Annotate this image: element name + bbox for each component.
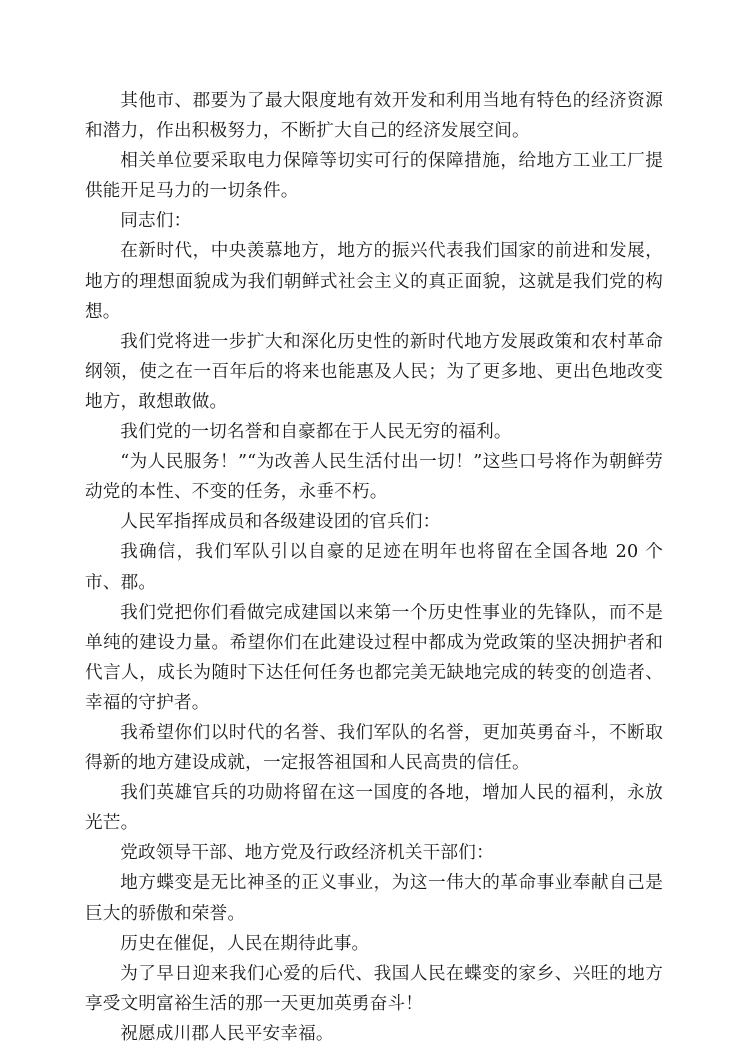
paragraph: 同志们： xyxy=(120,211,192,232)
paragraph: 为了早日迎来我们心爱的后代、我国人民在蝶变的家乡、兴旺的地方享受文明富裕生活的那一天更加英勇奋斗！ xyxy=(85,963,663,1014)
paragraph: 历史在催促，人民在期待此事。 xyxy=(120,933,370,954)
paragraph: 地方蝶变是无比神圣的正义事业，为这一伟大的革命事业奉献自己是巨大的骄傲和荣誉。 xyxy=(85,873,663,924)
paragraph: 祝愿成川郡人民平安幸福。 xyxy=(120,1023,334,1044)
paragraph: 我们党将进一步扩大和深化历史性的新时代地方发展政策和农村革命纲领，使之在一百年后的将来也能惠及人民；为了更多地、更出色地改变地方，敢想敢做。 xyxy=(85,331,663,412)
paragraph: 我们党的一切名誉和自豪都在于人民无穷的福利。 xyxy=(120,422,512,443)
paragraph: 党政领导干部、地方党及行政经济机关干部们： xyxy=(120,843,494,864)
paragraph: 人民军指挥成员和各级建设团的官兵们： xyxy=(120,512,441,533)
document-body xyxy=(85,86,663,1049)
paragraph: 我们党把你们看做完成建国以来第一个历史性事业的先锋队，而不是单纯的建设力量。希望你们在此建设过程中都成为党政策的坚决拥护者和代言人，成长为随时下达任何任务也都完美无缺地完成的转变的创造者、幸福的守护者。 xyxy=(85,602,663,713)
paragraph: 我希望你们以时代的名誉、我们军队的名誉，更加英勇奋斗，不断取得新的地方建设成就，一定报答祖国和人民高贵的信任。 xyxy=(85,722,663,774)
paragraph: “为人民服务！”“为改善人民生活付出一切！”这些口号将作为朝鲜劳动党的本性、不变的任务，永垂不朽。 xyxy=(85,452,663,503)
paragraph: 相关单位要采取电力保障等切实可行的保障措施，给地方工业工厂提供能开足马力的一切条件。 xyxy=(85,151,663,202)
paragraph: 我们英雄官兵的功勋将留在这一国度的各地，增加人民的福利，永放光芒。 xyxy=(85,783,663,834)
paragraph: 其他市、郡要为了最大限度地有效开发和利用当地有特色的经济资源和潜力，作出积极努力，不断扩大自己的经济发展空间。 xyxy=(85,91,663,142)
paragraph: 我确信，我们军队引以自豪的足迹在明年也将留在全国各地 20 个市、郡。 xyxy=(85,542,663,593)
paragraph: 在新时代，中央羡慕地方，地方的振兴代表我们国家的前进和发展，地方的理想面貌成为我们朝鲜式社会主义的真正面貌，这就是我们党的构想。 xyxy=(85,241,663,322)
